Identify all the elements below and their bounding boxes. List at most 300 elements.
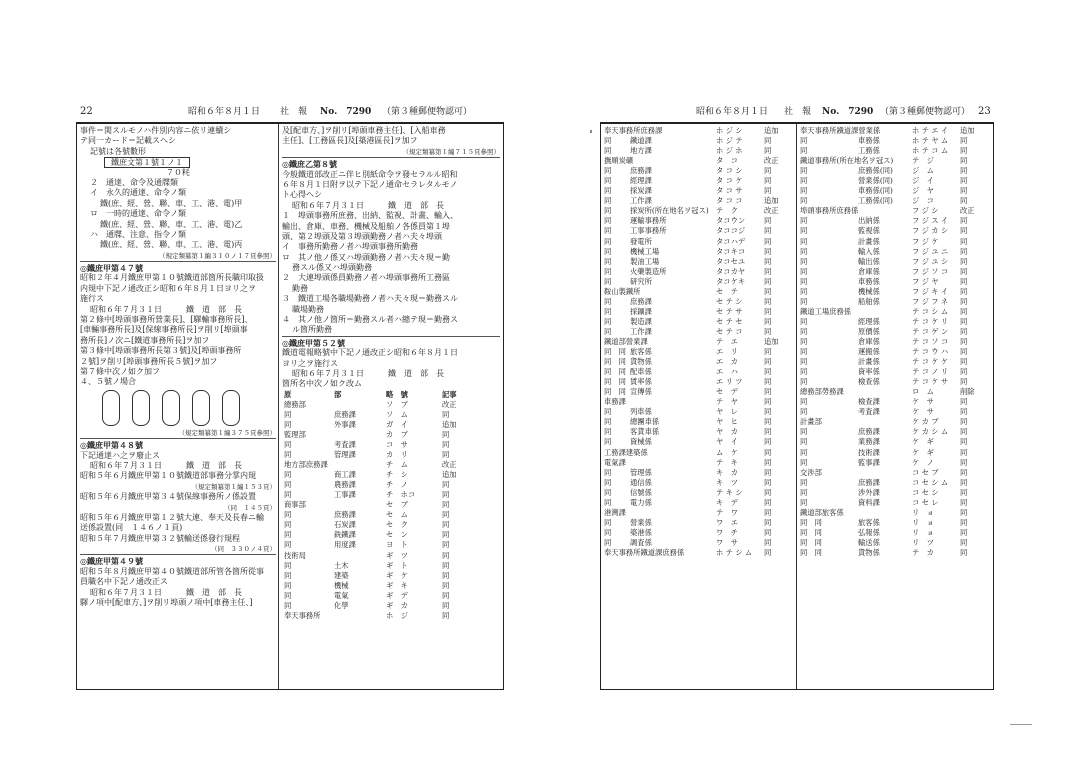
abbreviation: セ テ サ bbox=[716, 306, 743, 316]
abbreviation: タコセユ bbox=[716, 256, 746, 266]
abbreviation: テ コ ノ リ bbox=[912, 367, 949, 377]
directory-row bbox=[604, 257, 794, 267]
remark: 同 bbox=[764, 296, 772, 306]
text-line: 下記通達ハ之ヲ廢止ス bbox=[80, 450, 160, 460]
directory-row bbox=[800, 166, 990, 176]
abbreviation: ホ テ シ ム bbox=[716, 547, 753, 557]
remark: 同 bbox=[764, 497, 772, 507]
office-name: 同 bbox=[604, 487, 612, 497]
office-name: 電氣課 bbox=[604, 457, 626, 467]
section-name: 機械 bbox=[334, 580, 349, 590]
section-name: 用度課 bbox=[334, 540, 356, 550]
text-line: 送係設置(同 １４６ノ１頁) bbox=[80, 523, 183, 533]
abbreviation: ジ ヤ bbox=[912, 186, 934, 196]
office-name: 同 bbox=[800, 316, 808, 326]
column-header: 記事 bbox=[442, 389, 457, 399]
text-line: 勤務 bbox=[292, 283, 308, 293]
section-name: 計畫係 bbox=[858, 357, 880, 367]
directory-row bbox=[604, 146, 794, 156]
office-name: 同 bbox=[604, 276, 612, 286]
abbreviation: ケ カ ブ bbox=[912, 417, 939, 427]
directory-row bbox=[282, 581, 500, 591]
abbreviation: ソ ム bbox=[386, 409, 408, 419]
office-name: 鐵道部營業課 bbox=[604, 336, 648, 346]
directory-row bbox=[604, 277, 794, 287]
office-name: 同 bbox=[800, 216, 808, 226]
section-name: 賃率係 bbox=[630, 377, 652, 387]
filing-number-example bbox=[80, 157, 276, 167]
office-name: 同 bbox=[284, 600, 292, 610]
section-name: 管理係 bbox=[630, 467, 652, 477]
abbreviation: エ リ bbox=[716, 347, 738, 357]
office-name: 鐵道工場庶務係 bbox=[800, 306, 852, 316]
abbreviation: チ ム bbox=[386, 460, 408, 470]
directory-row bbox=[800, 146, 990, 156]
section-name: 工務係 bbox=[858, 146, 880, 156]
office-name: 同 bbox=[800, 427, 808, 437]
text-line: 務スル係又ハ埠頭勤務 bbox=[292, 263, 372, 273]
office-name: 同 bbox=[800, 296, 808, 306]
right-column-2 bbox=[800, 126, 990, 687]
remark: 同 bbox=[960, 427, 968, 437]
text-line: 記號は各號數形 bbox=[90, 146, 146, 156]
text-line: 第７條中次ノ如ク加フ bbox=[80, 366, 160, 376]
office-name: 同 bbox=[800, 497, 808, 507]
section-name: 倉庫係 bbox=[858, 336, 880, 346]
abbreviation: ホ テ コ ム bbox=[912, 146, 949, 156]
remark: 同 bbox=[960, 447, 968, 457]
remark: 同 bbox=[960, 316, 968, 326]
abbreviation: フ ジ ユ シ bbox=[912, 256, 949, 266]
office-name: 同 同 bbox=[604, 377, 626, 387]
office-name: 同 bbox=[800, 236, 808, 246]
remark: 同 bbox=[764, 507, 772, 517]
abbreviation: タコハデ bbox=[716, 236, 746, 246]
office-name: 同 bbox=[604, 306, 612, 316]
remark: 同 bbox=[764, 357, 772, 367]
text-line: 昭和６年７月３１日 鐵 道 部 長 bbox=[90, 587, 242, 597]
abbreviation: テ コ ソ コ bbox=[912, 336, 949, 346]
office-name: 同 bbox=[800, 226, 808, 236]
directory-row bbox=[800, 136, 990, 146]
section-name: 客貨車係 bbox=[630, 427, 660, 437]
directory-row bbox=[800, 186, 990, 196]
section-name: 電力係 bbox=[630, 497, 652, 507]
directory-row bbox=[604, 196, 794, 206]
office-name: 同 bbox=[800, 336, 808, 346]
office-name: 同 bbox=[604, 136, 612, 146]
abbreviation: テ コ ケ ケ bbox=[912, 357, 949, 367]
remark: 同 bbox=[442, 530, 450, 540]
office-name: 同 bbox=[800, 447, 808, 457]
column-header: 原 bbox=[284, 389, 292, 399]
remark: 同 bbox=[960, 166, 968, 176]
page-number: 23 bbox=[978, 106, 991, 117]
remark: 改正 bbox=[764, 206, 779, 216]
text-line: [車輛事務所長]及[保線事務所長]ヲ削リ[埠頭事 bbox=[80, 325, 248, 335]
abbreviation: テ エ bbox=[716, 336, 738, 346]
remark: 同 bbox=[764, 437, 772, 447]
text-line: 頭、第２埠頭及第３埠頭勤務ノ者ハ夫々埠頭 bbox=[282, 231, 442, 241]
directory-row bbox=[604, 427, 794, 437]
directory-row bbox=[604, 166, 794, 176]
text-line: ト心得ヘシ bbox=[282, 190, 322, 200]
remark: 同 bbox=[960, 537, 968, 547]
section-name: 資械係 bbox=[630, 437, 652, 447]
office-name: 同 bbox=[800, 266, 808, 276]
abbreviation: タコカヤ bbox=[716, 266, 746, 276]
abbreviation: テ コ ケ サ bbox=[912, 377, 949, 387]
remark: 同 bbox=[960, 367, 968, 377]
notice-heading: ◎鐵庶甲第４９號 bbox=[80, 556, 143, 567]
section-name: 經理課 bbox=[630, 176, 652, 186]
directory-row bbox=[800, 327, 990, 337]
office-name: 同 bbox=[800, 146, 808, 156]
office-name: 地方部庶務課 bbox=[284, 460, 328, 470]
text-line: 昭和６年７月３１日 鐵 道 部 長 bbox=[90, 304, 242, 314]
remark: 同 bbox=[764, 547, 772, 557]
remark: 同 bbox=[764, 236, 772, 246]
remark: 同 bbox=[442, 570, 450, 580]
directory-row bbox=[604, 156, 794, 166]
remark: 改正 bbox=[960, 206, 975, 216]
office-name: 奉天事務所庶務課 bbox=[604, 126, 663, 135]
directory-row bbox=[282, 551, 500, 561]
left-column-1 bbox=[80, 126, 276, 687]
remark: 同 bbox=[764, 216, 772, 226]
abbreviation: テ コ ゲ ン bbox=[912, 326, 949, 336]
office-name: 奉天事務所鐵道課營業係 bbox=[800, 126, 881, 135]
text-line: ロ 其ノ他ノ係又ハ埠頭勤務ノ者ハ夫々現＝勤 bbox=[282, 252, 450, 262]
section-name: 倉庫係 bbox=[858, 266, 880, 276]
text-line: 鐵道電報略號中下記ノ通改正シ昭和６年８月１日 bbox=[282, 348, 458, 358]
office-name: 同 bbox=[604, 427, 612, 437]
text-line: 職場勤務 bbox=[292, 304, 324, 314]
abbreviation: ギ カ bbox=[386, 600, 408, 610]
office-name: 同 bbox=[604, 226, 612, 236]
directory-row bbox=[800, 196, 990, 206]
right-page bbox=[600, 104, 994, 690]
directory-row bbox=[604, 407, 794, 417]
section-name: 計畫係 bbox=[858, 236, 880, 246]
notice-heading: ◎鐵庶乙第８號 bbox=[282, 159, 337, 170]
remark: 同 bbox=[442, 429, 450, 439]
directory-row bbox=[800, 226, 990, 236]
office-name: 計畫部 bbox=[800, 417, 822, 427]
section-name: 檢查係 bbox=[858, 377, 880, 387]
abbreviation: ホ テ エ イ bbox=[912, 126, 949, 135]
section-name: 資料課 bbox=[858, 497, 880, 507]
remark: 改正 bbox=[442, 460, 457, 470]
text-line: 主任]、[工務區長]及[築港區長]ヲ加フ bbox=[282, 136, 418, 146]
section-name: 築港係 bbox=[630, 527, 652, 537]
issue-date: 昭和６年８月１日 bbox=[188, 107, 261, 117]
section-name: 信號係 bbox=[630, 487, 652, 497]
office-name: 鞍山製鐵所 bbox=[604, 286, 641, 296]
section-name: 庶務課 bbox=[630, 296, 652, 306]
abbreviation: エ リ ツ bbox=[716, 377, 743, 387]
directory-row bbox=[800, 267, 990, 277]
office-name: 同 同 bbox=[604, 347, 626, 357]
directory-row bbox=[282, 500, 500, 510]
abbreviation: ジ イ bbox=[912, 176, 934, 186]
office-name: 同 bbox=[604, 527, 612, 537]
abbreviation: ジ コ bbox=[912, 196, 934, 206]
remark: 追加 bbox=[764, 196, 779, 206]
text-line: 箇所名中次ノ如ク改ム bbox=[282, 379, 362, 389]
remark: 同 bbox=[960, 437, 968, 447]
remark: 同 bbox=[960, 467, 968, 477]
section-name: 製油工場 bbox=[630, 256, 660, 266]
remark: 同 bbox=[764, 377, 772, 387]
abbreviation: テ キ bbox=[716, 457, 738, 467]
directory-row bbox=[604, 498, 794, 508]
section-name: 庶務課 bbox=[334, 510, 356, 520]
abbreviation: セ テ コ bbox=[716, 326, 743, 336]
office-name: 同 bbox=[284, 510, 292, 520]
abbreviation: リ ョ bbox=[912, 527, 934, 537]
directory-row bbox=[800, 518, 990, 528]
text-line: ロ 一時的通達、命令ノ類 bbox=[90, 209, 186, 219]
office-name: 同 bbox=[604, 537, 612, 547]
office-name: 同 bbox=[800, 407, 808, 417]
remark: 同 bbox=[442, 450, 450, 460]
directory-row bbox=[800, 468, 990, 478]
remark: 同 bbox=[960, 417, 968, 427]
publication-name: 社 報 bbox=[280, 107, 308, 117]
section-name: 調査係 bbox=[630, 537, 652, 547]
directory-row bbox=[800, 367, 990, 377]
directory-row bbox=[800, 478, 990, 488]
remark: 同 bbox=[442, 540, 450, 550]
office-name: 同 bbox=[604, 497, 612, 507]
scan-mark bbox=[590, 130, 592, 133]
remark: 同 bbox=[960, 306, 968, 316]
remark: 同 bbox=[764, 397, 772, 407]
office-name: 同 bbox=[800, 286, 808, 296]
section-name: 火藥製造所 bbox=[630, 266, 667, 276]
abbreviation: セ ン bbox=[386, 530, 408, 540]
abbreviation: ギ ト bbox=[386, 560, 408, 570]
abbreviation: フ ジ カ シ bbox=[912, 226, 949, 236]
directory-row bbox=[800, 176, 990, 186]
seal-examples bbox=[80, 388, 276, 428]
remark: 同 bbox=[764, 266, 772, 276]
directory-row bbox=[604, 387, 794, 397]
seal-icon bbox=[132, 390, 150, 426]
section-name: 工作課 bbox=[630, 196, 652, 206]
remark: 同 bbox=[960, 397, 968, 407]
scan-mark bbox=[1010, 724, 1032, 725]
directory-row bbox=[604, 478, 794, 488]
directory-row bbox=[800, 247, 990, 257]
section-name: 工事事務所 bbox=[630, 226, 667, 236]
directory-row bbox=[604, 297, 794, 307]
abbreviation: キ カ bbox=[716, 467, 738, 477]
text-line: ３ 鐵道工場各職場勤務ノ者ハ夫々現＝勤務スル bbox=[282, 294, 458, 304]
text-line: ４ 其ノ他ノ箇所＝勤務スル者ハ總テ現＝勤務ス bbox=[282, 315, 458, 325]
section-name: 管理課 bbox=[334, 450, 356, 460]
directory-row bbox=[604, 226, 794, 236]
section-name: 庶務係(同) bbox=[858, 166, 893, 176]
office-name: 同 bbox=[284, 440, 292, 449]
section-name: 庶務課 bbox=[630, 166, 652, 176]
office-name: 鐵道部旅客係 bbox=[800, 507, 844, 517]
abbreviation: セ テ bbox=[716, 286, 738, 296]
office-name: 同 bbox=[604, 467, 612, 477]
abbreviation: セ ブ bbox=[386, 500, 408, 510]
section-name: 庶務課 bbox=[858, 427, 880, 437]
section-name: 總團車係 bbox=[630, 417, 660, 427]
remark: 改正 bbox=[764, 156, 779, 166]
section-name: 船舶係 bbox=[858, 296, 880, 306]
directory-row bbox=[282, 611, 500, 621]
remark: 同 bbox=[960, 276, 968, 286]
office-name: 工務課建築係 bbox=[604, 447, 648, 457]
office-name: 同 bbox=[604, 206, 612, 216]
abbreviation: セ テ セ bbox=[716, 316, 743, 326]
directory-row bbox=[800, 407, 990, 417]
abbreviation: フ ジ ソ コ bbox=[912, 266, 949, 276]
reference-note: （規定類纂第１編３７５頁參照） bbox=[80, 428, 276, 439]
abbreviation: エ カ bbox=[716, 357, 738, 367]
office-name: 同 bbox=[284, 570, 292, 580]
page-number: 22 bbox=[80, 106, 93, 117]
abbreviation: ケ ギ bbox=[912, 447, 934, 457]
directory-row bbox=[604, 216, 794, 226]
section-name: 考査課 bbox=[858, 407, 880, 417]
remark: 削除 bbox=[960, 387, 975, 397]
section-name: 石炭課 bbox=[334, 520, 356, 530]
directory-row bbox=[800, 126, 990, 136]
abbreviation: テ キ シ bbox=[716, 487, 743, 497]
directory-row bbox=[604, 237, 794, 247]
abbreviation: チ ホコ bbox=[386, 490, 416, 500]
abbreviation: テ ク bbox=[716, 206, 738, 216]
abbreviation: セ ク bbox=[386, 520, 408, 530]
remark: 同 bbox=[764, 136, 772, 146]
remark: 同 bbox=[764, 487, 772, 497]
remark: 同 bbox=[442, 560, 450, 570]
section-name: 車務係 bbox=[858, 276, 880, 286]
remark: 同 bbox=[764, 286, 772, 296]
abbreviation: キ ツ bbox=[716, 477, 738, 487]
directory-row bbox=[800, 417, 990, 427]
left-page-header bbox=[76, 104, 504, 120]
remark: 同 bbox=[960, 286, 968, 296]
remark: 同 bbox=[960, 326, 968, 336]
text-line: 昭和６年７月３１日 鐵 道 部 長 bbox=[292, 368, 444, 378]
abbreviation: ソ ブ bbox=[386, 399, 408, 409]
abbreviation: コ セ シ ム bbox=[912, 477, 949, 487]
office-name: 同 bbox=[800, 256, 808, 266]
office-name: 同 同 bbox=[604, 357, 626, 367]
directory-row bbox=[800, 548, 990, 558]
office-name: 總務部 bbox=[284, 399, 306, 409]
section-name: 商工課 bbox=[334, 470, 356, 480]
remark: 同 bbox=[442, 510, 450, 520]
section-name: 外事課 bbox=[334, 419, 356, 429]
remark: 同 bbox=[442, 580, 450, 590]
office-name: 同 bbox=[604, 236, 612, 246]
abbreviation: ケ ノ bbox=[912, 457, 934, 467]
section-name: 車務係(同) bbox=[858, 186, 893, 196]
remark: 同 bbox=[960, 477, 968, 487]
abbreviation: ケ ギ bbox=[912, 437, 934, 447]
directory-row bbox=[800, 277, 990, 287]
section-name: 採炭課 bbox=[630, 186, 652, 196]
directory-row bbox=[604, 528, 794, 538]
directory-row bbox=[604, 377, 794, 387]
remark: 同 bbox=[442, 600, 450, 610]
section-name: 製造課 bbox=[630, 316, 652, 326]
remark: 追加 bbox=[442, 419, 457, 429]
directory-row bbox=[604, 518, 794, 528]
abbreviation: フ ジ ヤ bbox=[912, 276, 939, 286]
directory-row bbox=[604, 367, 794, 377]
office-name: 同 同 bbox=[800, 547, 822, 557]
directory-row bbox=[282, 460, 500, 470]
office-name: 同 bbox=[604, 176, 612, 186]
text-line: 事件＝関スルモノハ件別内容ニ依リ連續シ bbox=[80, 126, 232, 135]
section-name: 工務係(同) bbox=[858, 196, 893, 206]
text-line: 今般鐵道部改正ニ伴ヒ別紙命令ヲ發セラルル昭和 bbox=[282, 169, 458, 179]
directory-row bbox=[604, 448, 794, 458]
section-name: 建築 bbox=[334, 570, 349, 580]
remark: 同 bbox=[764, 186, 772, 196]
directory-row bbox=[604, 437, 794, 447]
section-name: 弘報係 bbox=[858, 527, 880, 537]
office-name: 同 bbox=[284, 409, 292, 419]
office-name: 同 bbox=[800, 176, 808, 186]
seal-icon bbox=[222, 390, 240, 426]
remark: 同 bbox=[960, 156, 968, 166]
abbreviation: タ コ シ bbox=[716, 166, 743, 176]
abbreviation: ギ ツ bbox=[386, 550, 408, 560]
text-line: テ同一カード＝記載スヘシ bbox=[80, 136, 176, 146]
text-line: 員職名中下記ノ通改正ス bbox=[80, 577, 168, 587]
directory-row bbox=[800, 427, 990, 437]
office-name: 同 bbox=[800, 367, 808, 377]
remark: 同 bbox=[442, 490, 450, 500]
office-name: 同 bbox=[604, 437, 612, 447]
directory-row bbox=[282, 591, 500, 601]
remark: 同 bbox=[442, 480, 450, 490]
office-name: 同 同 bbox=[800, 517, 822, 527]
office-name: 總務部勞務課 bbox=[800, 387, 844, 397]
office-name: 同 bbox=[604, 196, 612, 206]
directory-row bbox=[800, 397, 990, 407]
directory-row bbox=[282, 400, 500, 410]
directory-row bbox=[800, 448, 990, 458]
column-divider bbox=[278, 124, 279, 689]
remark: 同 bbox=[960, 527, 968, 537]
text-line: 昭和５年６月鐵庶甲第３４號保線事務所ノ係設置 bbox=[80, 492, 256, 502]
abbreviation: フ ジ フ ネ bbox=[912, 296, 949, 306]
text-line: ２ 通達、命令及通牒類 bbox=[90, 177, 178, 187]
office-name: 同 bbox=[604, 517, 612, 527]
text-line: 昭和５年６月鐵庶甲第１２號大連、奉天及長春ニ輸 bbox=[80, 512, 264, 522]
directory-row bbox=[800, 307, 990, 317]
office-name: 同 bbox=[284, 540, 292, 550]
remark: 改正 bbox=[442, 399, 457, 409]
remark: 同 bbox=[960, 256, 968, 266]
section-name: 貨物係 bbox=[858, 547, 880, 557]
section-name: 監視係 bbox=[858, 226, 880, 236]
directory-row bbox=[800, 317, 990, 327]
abbreviation: フ ジ キ イ bbox=[912, 286, 949, 296]
text-line: 鐵(庶、經、營、聯、車、工、港、電)丙 bbox=[100, 240, 243, 250]
